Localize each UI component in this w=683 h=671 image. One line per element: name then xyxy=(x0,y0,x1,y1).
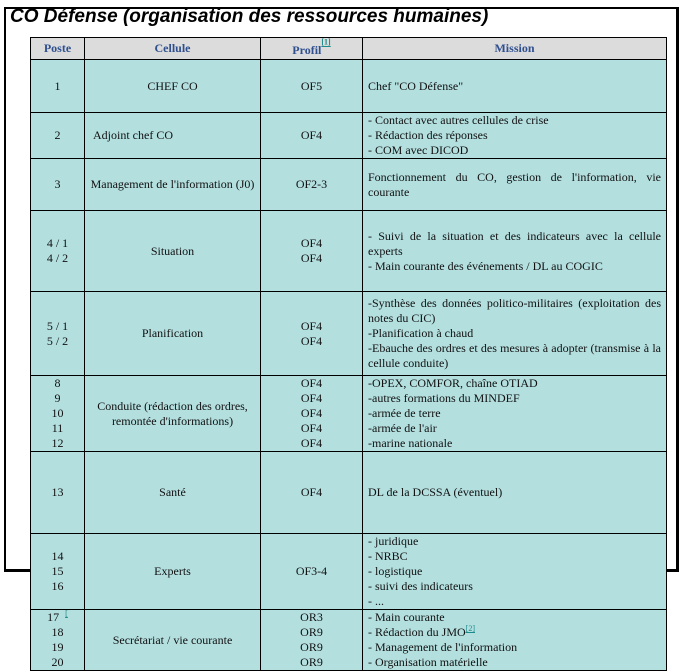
poste-value: 20 xyxy=(51,655,64,669)
mission-cell xyxy=(363,452,667,534)
header-profil-label: Profil xyxy=(292,43,322,57)
footnote-link[interactable]: [ xyxy=(65,609,68,618)
poste-value: 1 xyxy=(54,78,61,93)
poste-value: 16 xyxy=(51,579,64,593)
profil-value: OF4 xyxy=(300,318,323,333)
header-profil xyxy=(261,38,363,60)
poste-value: 2 xyxy=(54,128,61,142)
poste-cell xyxy=(31,534,85,610)
poste-cell xyxy=(31,60,85,113)
mission-item xyxy=(368,640,661,655)
mission-text: - Main courante des événements / DL au COGIC xyxy=(368,258,603,273)
mission-text: -Synthèse des données politico-militaires (exploitation des notes du CIC) xyxy=(368,296,661,325)
mission-cell xyxy=(363,159,667,211)
mission-item xyxy=(368,579,661,594)
mission-item xyxy=(368,128,661,143)
mission-text: - NRBC xyxy=(368,549,408,563)
poste-value: 15 xyxy=(51,564,64,578)
profil-cell xyxy=(261,159,363,211)
poste-value: 12 xyxy=(51,436,64,450)
header-row xyxy=(31,38,667,60)
poste-value: 10 xyxy=(51,406,64,420)
mission-cell xyxy=(363,292,667,376)
mission-text: - logistique xyxy=(368,564,423,578)
cellule-cell: CHEF CO xyxy=(85,60,261,113)
poste-value: 17 xyxy=(47,610,60,624)
cellule-cell: Planification xyxy=(85,292,261,376)
mission-item xyxy=(368,376,661,391)
mission-text: DL de la DCSSA (éventuel) xyxy=(368,485,503,499)
mission-cell xyxy=(363,60,667,113)
mission-text: - Contact avec autres cellules de crise xyxy=(368,113,549,127)
poste-cell xyxy=(31,376,85,452)
mission-text: -Planification à chaud xyxy=(368,326,474,340)
mission-text: -armée de l'air xyxy=(368,421,437,435)
mission-item xyxy=(368,79,661,94)
poste-value xyxy=(36,610,79,625)
mission-text: - Rédaction du JMO xyxy=(368,625,466,639)
poste-value: 8 xyxy=(54,376,61,390)
profil-value: OF5 xyxy=(300,78,323,93)
poste-value: 3 xyxy=(54,177,61,191)
mission-text: - Suivi de la situation et des indicateurs avec la cellule experts xyxy=(368,228,661,258)
profil-value: OF4 xyxy=(300,421,323,435)
cellule-cell: Management de l'information (J0) xyxy=(85,159,261,211)
poste-cell xyxy=(31,113,85,159)
mission-item xyxy=(368,485,661,500)
profil-value: OF4 xyxy=(300,436,323,450)
mission-item xyxy=(368,534,661,549)
table-row xyxy=(31,452,667,534)
footnote-link-1[interactable]: [1] xyxy=(321,37,331,47)
mission-text: - Organisation matérielle xyxy=(368,655,488,669)
mission-text: -Ebauche des ordres et des mesures à adopter (transmise à la cellule conduite) xyxy=(368,341,661,370)
mission-item xyxy=(368,391,661,406)
profil-value: OF4 xyxy=(300,391,323,405)
mission-text: - juridique xyxy=(368,534,419,548)
profil-value: OF4 xyxy=(300,236,323,250)
table-row xyxy=(31,376,667,452)
mission-text: - ... xyxy=(368,594,384,608)
profil-cell xyxy=(261,534,363,610)
cellule-cell: Adjoint chef CO xyxy=(85,113,261,159)
poste-cell xyxy=(31,452,85,534)
header-poste: Poste xyxy=(31,38,85,60)
table-row xyxy=(31,113,667,159)
cellule-cell: Secrétariat / vie courante xyxy=(85,610,261,671)
mission-item xyxy=(368,326,661,341)
poste-value: 5 / 2 xyxy=(46,333,69,348)
mission-text: - Rédaction des réponses xyxy=(368,128,488,142)
cellule-cell: Situation xyxy=(85,211,261,292)
poste-cell xyxy=(31,292,85,376)
cellule-cell: Conduite (rédaction des ordres, remontée d'informations) xyxy=(85,376,261,452)
poste-value: 5 / 1 xyxy=(46,318,69,333)
mission-cell xyxy=(363,534,667,610)
mission-text: - Main courante xyxy=(368,610,445,624)
mission-item xyxy=(368,170,661,200)
mission-item xyxy=(368,594,661,609)
mission-text: -marine nationale xyxy=(368,436,453,450)
mission-cell xyxy=(363,376,667,452)
cellule-cell: Santé xyxy=(85,452,261,534)
profil-cell xyxy=(261,113,363,159)
mission-item xyxy=(368,610,661,625)
mission-text: -OPEX, COMFOR, chaîne OTIAD xyxy=(368,376,538,390)
poste-cell xyxy=(31,159,85,211)
mission-item xyxy=(368,113,661,128)
profil-value: OR9 xyxy=(300,655,323,669)
mission-item xyxy=(368,341,661,371)
mission-text: - suivi des indicateurs xyxy=(368,579,473,593)
profil-cell xyxy=(261,452,363,534)
table-row xyxy=(31,292,667,376)
profil-cell xyxy=(261,60,363,113)
table-row xyxy=(31,534,667,610)
poste-value: 13 xyxy=(51,485,64,499)
mission-text: - Management de l'information xyxy=(368,640,518,654)
profil-cell xyxy=(261,292,363,376)
mission-item xyxy=(368,625,661,640)
profil-cell xyxy=(261,211,363,292)
profil-cell xyxy=(261,376,363,452)
profil-value: OF4 xyxy=(300,485,323,499)
page-title: CO Défense (organisation des ressources humaines) xyxy=(10,6,489,27)
mission-item xyxy=(368,436,661,451)
profil-value: OR3 xyxy=(300,610,323,624)
mission-item xyxy=(368,406,661,421)
mission-text: -autres formations du MINDEF xyxy=(368,391,520,405)
cellule-cell: Experts xyxy=(85,534,261,610)
mission-cell xyxy=(363,610,667,671)
poste-cell xyxy=(31,610,85,671)
profil-cell xyxy=(261,610,363,671)
poste-value: 18 xyxy=(51,625,64,639)
profil-value: OF2-3 xyxy=(295,177,328,191)
poste-value: 4 / 2 xyxy=(46,251,69,265)
profil-value: OF4 xyxy=(300,128,323,142)
mission-item xyxy=(368,143,661,158)
profil-value: OR9 xyxy=(300,640,323,654)
mission-item xyxy=(368,564,661,579)
table-row xyxy=(31,159,667,211)
mission-cell xyxy=(363,211,667,292)
footnote-link-2[interactable]: [2] xyxy=(465,624,475,633)
profil-value: OF3-4 xyxy=(295,564,328,578)
poste-value: 9 xyxy=(54,391,61,405)
profil-value: OF4 xyxy=(300,406,323,420)
poste-cell xyxy=(31,211,85,292)
table-row xyxy=(31,60,667,113)
mission-item xyxy=(368,259,661,274)
hr-table xyxy=(30,37,667,671)
mission-item xyxy=(368,296,661,326)
mission-cell xyxy=(363,113,667,159)
header-mission: Mission xyxy=(363,38,667,60)
mission-text: - COM avec DICOD xyxy=(368,143,469,157)
table-row xyxy=(31,211,667,292)
mission-item xyxy=(368,655,661,670)
mission-text: Fonctionnement du CO, gestion de l'information, vie courante xyxy=(368,169,661,199)
poste-value: 4 / 1 xyxy=(46,236,69,250)
table-row xyxy=(31,610,667,671)
poste-value: 19 xyxy=(51,640,64,654)
mission-item xyxy=(368,421,661,436)
mission-item xyxy=(368,229,661,259)
mission-text: -armée de terre xyxy=(368,406,441,420)
profil-value: OF4 xyxy=(300,333,323,348)
profil-value: OF4 xyxy=(300,376,323,390)
profil-value: OR9 xyxy=(300,625,323,639)
poste-value: 11 xyxy=(51,421,64,435)
mission-item xyxy=(368,549,661,564)
poste-value: 14 xyxy=(51,549,64,563)
mission-text: Chef "CO Défense" xyxy=(368,78,464,93)
header-cellule: Cellule xyxy=(85,38,261,60)
profil-value: OF4 xyxy=(300,251,323,265)
